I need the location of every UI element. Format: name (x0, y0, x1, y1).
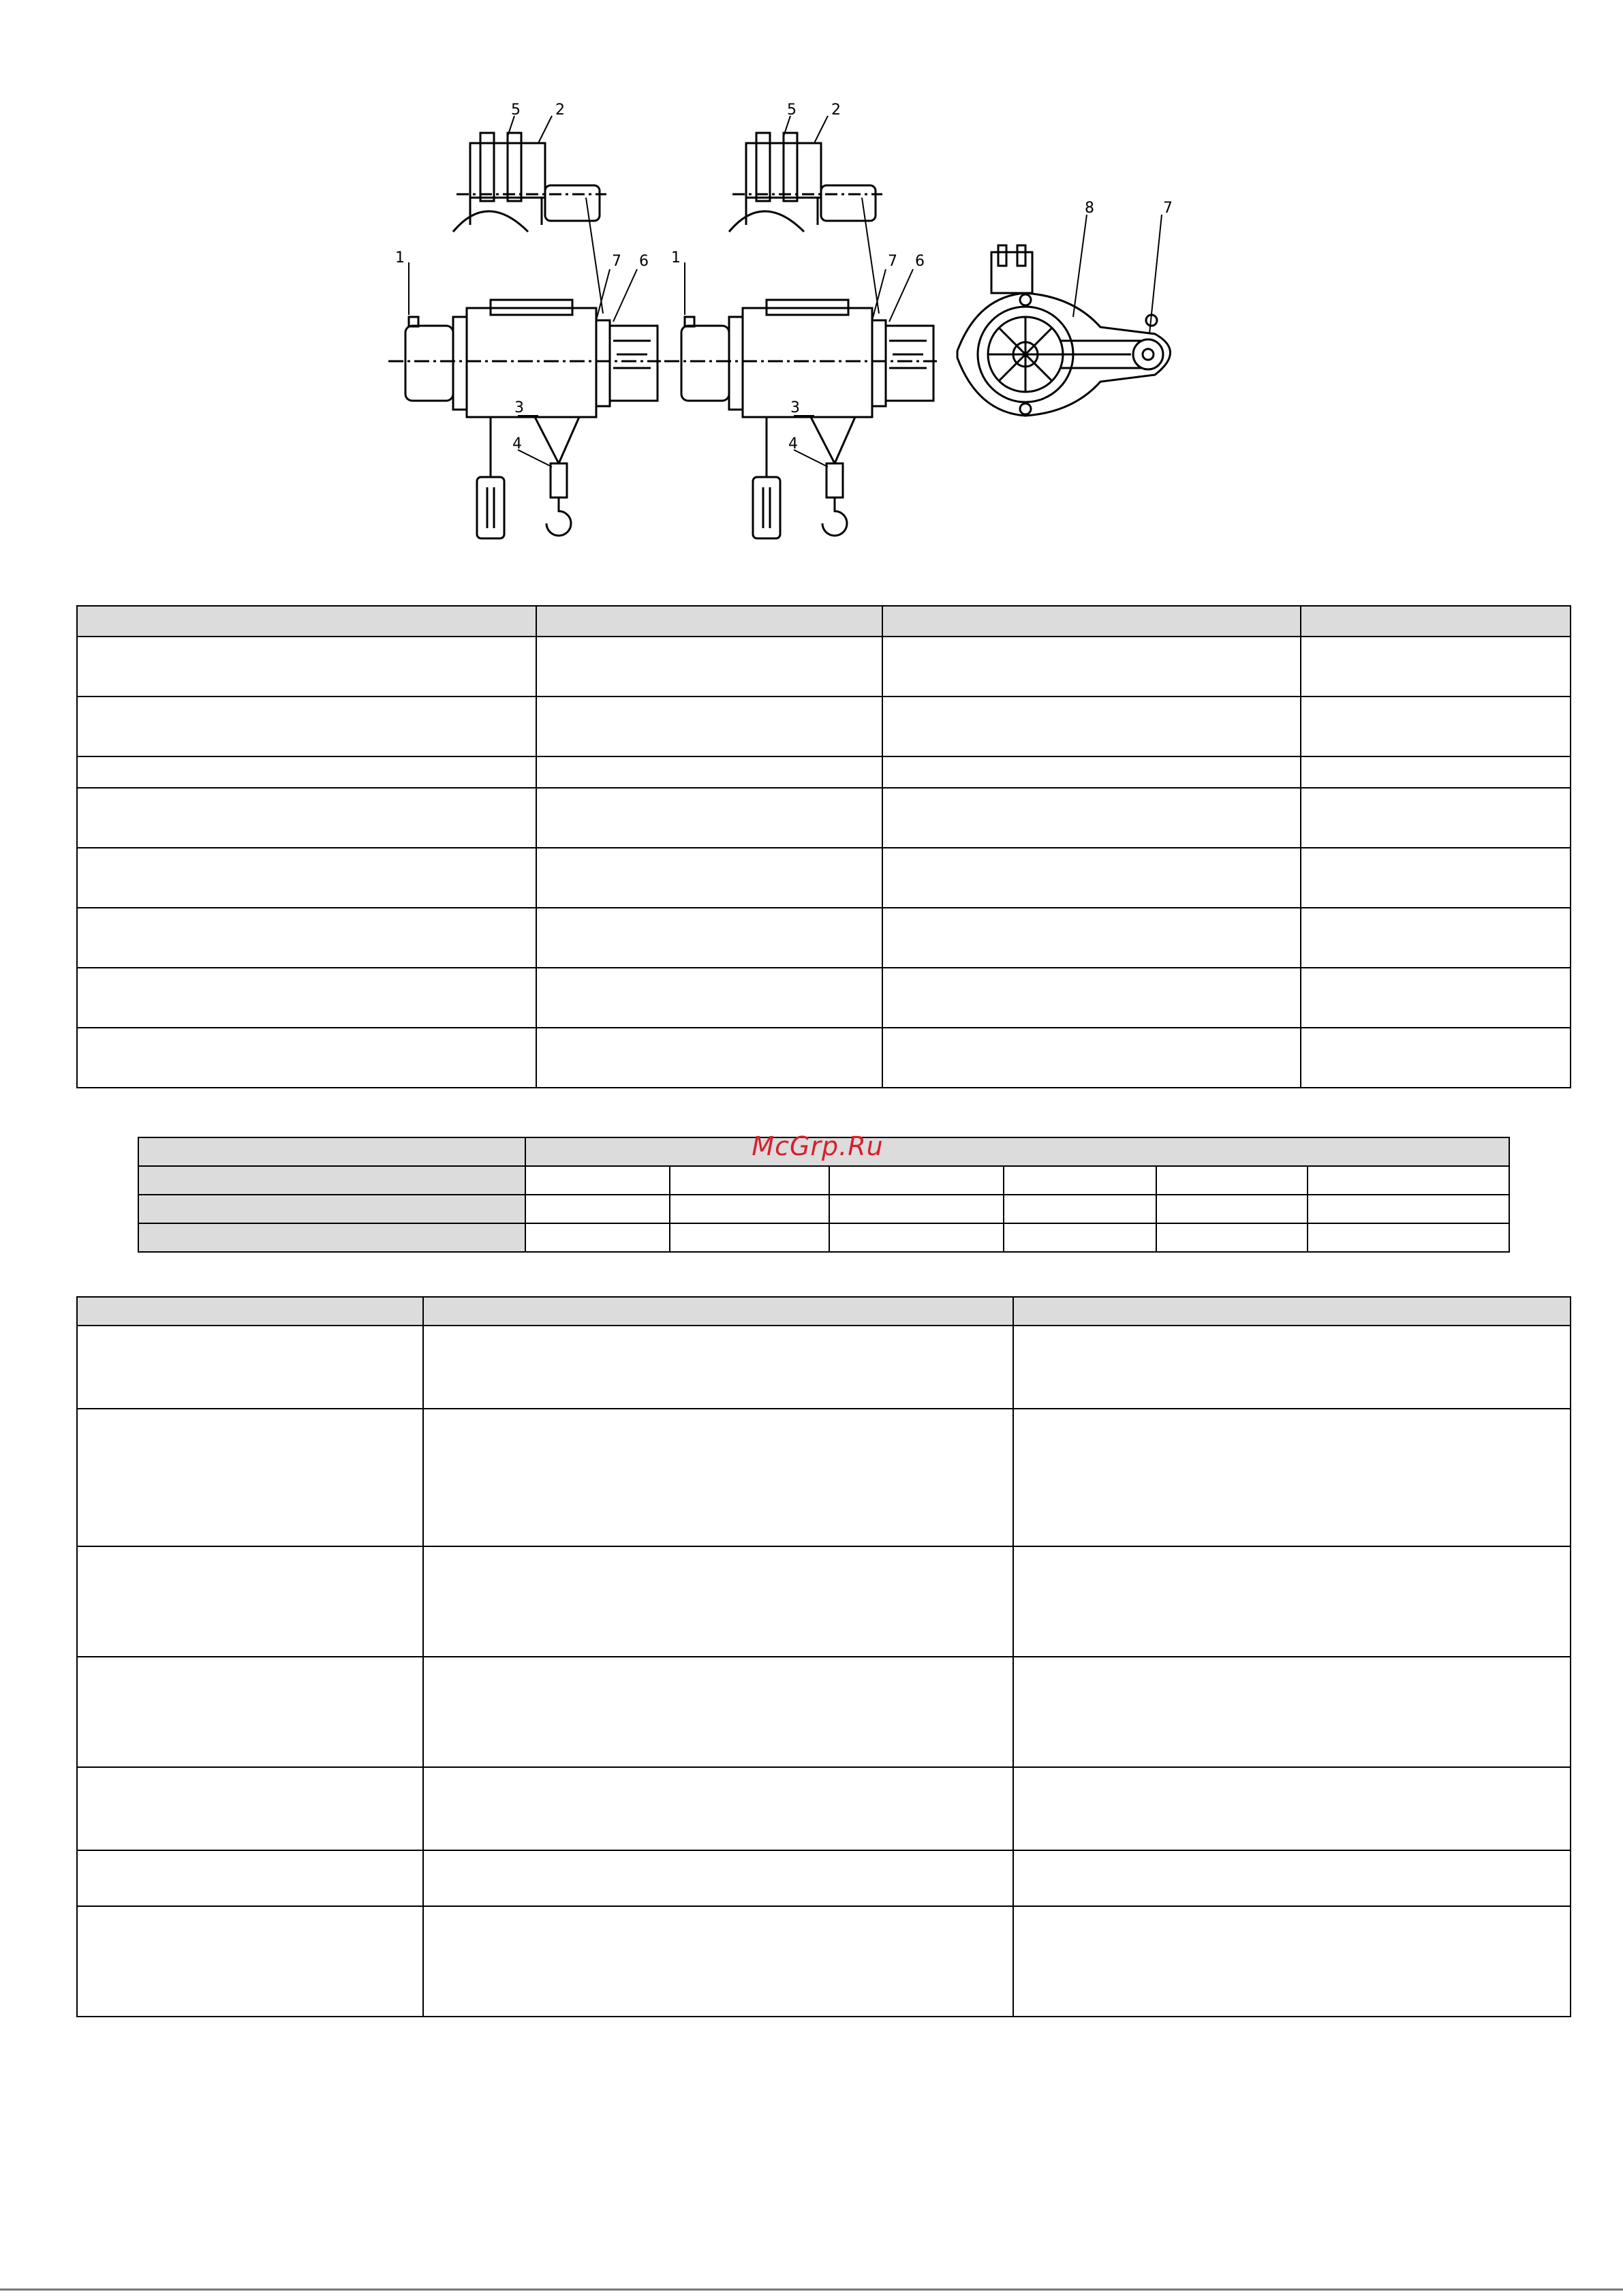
table-cell (1013, 1906, 1571, 2017)
table-header-row (77, 606, 1571, 637)
table-cell (882, 756, 1301, 788)
table-cell (77, 1767, 423, 1850)
table-cell (77, 1657, 423, 1767)
table-cell (536, 788, 882, 848)
table-cell (882, 637, 1301, 697)
spec-table-1 (76, 605, 1571, 1088)
table-cell (1301, 756, 1571, 788)
table-row (77, 788, 1571, 848)
table-cell (423, 1409, 1013, 1546)
hoist-drawing-svg (388, 95, 1226, 545)
label-4-middle: 4 (788, 435, 798, 453)
left-hoist-view (388, 116, 661, 538)
table-cell (1308, 1166, 1509, 1195)
table-cell (1013, 1326, 1571, 1409)
table-cell (1308, 1195, 1509, 1223)
label-3-left: 3 (514, 399, 524, 416)
table-cell (525, 1223, 670, 1252)
end-hoist-view (957, 215, 1171, 416)
table-cell (77, 697, 536, 756)
table-row (77, 637, 1571, 697)
table-row (77, 1657, 1571, 1767)
table-cell (882, 788, 1301, 848)
label-5-left: 5 (511, 102, 521, 119)
table-row (77, 968, 1571, 1028)
table-cell (1308, 1223, 1509, 1252)
table-cell (1301, 606, 1571, 637)
table-cell (77, 1850, 423, 1906)
table-row (77, 1028, 1571, 1088)
middle-hoist-view (664, 116, 937, 538)
table-row (77, 908, 1571, 968)
table-cell (1301, 697, 1571, 756)
table-cell (829, 1223, 1004, 1252)
table-cell (670, 1223, 829, 1252)
table-cell (670, 1166, 829, 1195)
table-cell (77, 788, 536, 848)
table-cell (829, 1195, 1004, 1223)
label-5-middle: 5 (787, 102, 797, 119)
table-row (77, 756, 1571, 788)
table-cell (77, 908, 536, 968)
table-row (77, 1546, 1571, 1657)
label-7-end: 7 (1163, 200, 1173, 217)
table-row (77, 697, 1571, 756)
label-6-middle: 6 (915, 253, 925, 270)
table-cell (1301, 1028, 1571, 1088)
table-cell (829, 1166, 1004, 1195)
label-1-left: 1 (395, 249, 405, 266)
table-cell (1004, 1166, 1156, 1195)
table-cell (1013, 1850, 1571, 1906)
table-cell (882, 1028, 1301, 1088)
table-cell (77, 756, 536, 788)
table-cell (77, 1326, 423, 1409)
table-cell (77, 1906, 423, 2017)
table-cell (423, 1767, 1013, 1850)
table-cell (1301, 908, 1571, 968)
table-cell (1004, 1195, 1156, 1223)
label-8-end: 8 (1085, 200, 1094, 217)
label-1-middle: 1 (671, 249, 681, 266)
table-cell (77, 1409, 423, 1546)
label-2-middle: 2 (831, 102, 841, 119)
table-cell (536, 697, 882, 756)
table-row (138, 1223, 1509, 1252)
table-cell (77, 1028, 536, 1088)
table-row (77, 848, 1571, 908)
table-cell (138, 1195, 525, 1223)
table-cell (882, 908, 1301, 968)
table-cell (423, 1850, 1013, 1906)
table-cell (423, 1657, 1013, 1767)
table-cell (1156, 1195, 1308, 1223)
table-cell (536, 756, 882, 788)
table-row (77, 1326, 1571, 1409)
table-cell (536, 606, 882, 637)
table-cell (1013, 1409, 1571, 1546)
label-6-left: 6 (639, 253, 649, 270)
table-cell (138, 1166, 525, 1195)
table-cell (670, 1195, 829, 1223)
table-row (77, 1850, 1571, 1906)
table-cell (77, 1546, 423, 1657)
watermark-text: McGrp.Ru (752, 1131, 884, 1161)
table-cell (525, 1195, 670, 1223)
table-cell (882, 848, 1301, 908)
label-7-left: 7 (612, 253, 621, 270)
table-row (138, 1195, 1509, 1223)
table-cell (423, 1546, 1013, 1657)
table-cell (77, 1297, 423, 1326)
table-cell (1301, 637, 1571, 697)
table-cell (536, 1028, 882, 1088)
table-cell (536, 848, 882, 908)
label-4-left: 4 (512, 435, 522, 453)
table-header-row (77, 1297, 1571, 1326)
table-cell (1004, 1223, 1156, 1252)
table-cell (423, 1326, 1013, 1409)
table-row (77, 1767, 1571, 1850)
table-cell (77, 848, 536, 908)
label-3-middle: 3 (790, 399, 800, 416)
table-cell (882, 968, 1301, 1028)
table-cell (1013, 1767, 1571, 1850)
table-cell (1301, 848, 1571, 908)
table-cell (1013, 1657, 1571, 1767)
footer-divider (0, 2289, 1623, 2291)
spec-table-3 (76, 1296, 1571, 2017)
table-cell (138, 1223, 525, 1252)
table-cell (77, 606, 536, 637)
label-2-left: 2 (555, 102, 565, 119)
table-cell (525, 1166, 670, 1195)
table-cell (882, 697, 1301, 756)
table-cell (536, 637, 882, 697)
table-cell (525, 1137, 1509, 1166)
table-cell (882, 606, 1301, 637)
table-cell (1156, 1223, 1308, 1252)
table-cell (138, 1137, 525, 1166)
table-cell (1013, 1297, 1571, 1326)
table-cell (423, 1906, 1013, 2017)
table-row (138, 1166, 1509, 1195)
table-cell (1301, 788, 1571, 848)
table-row (77, 1409, 1571, 1546)
table-cell (1156, 1166, 1308, 1195)
table-row (77, 1906, 1571, 2017)
table-cell (423, 1297, 1013, 1326)
table-cell (77, 637, 536, 697)
table-cell (1301, 968, 1571, 1028)
table-cell (77, 968, 536, 1028)
table-cell (536, 968, 882, 1028)
table-cell (536, 908, 882, 968)
hoist-technical-drawing (388, 95, 1226, 545)
label-7-middle: 7 (888, 253, 897, 270)
table-cell (1013, 1546, 1571, 1657)
